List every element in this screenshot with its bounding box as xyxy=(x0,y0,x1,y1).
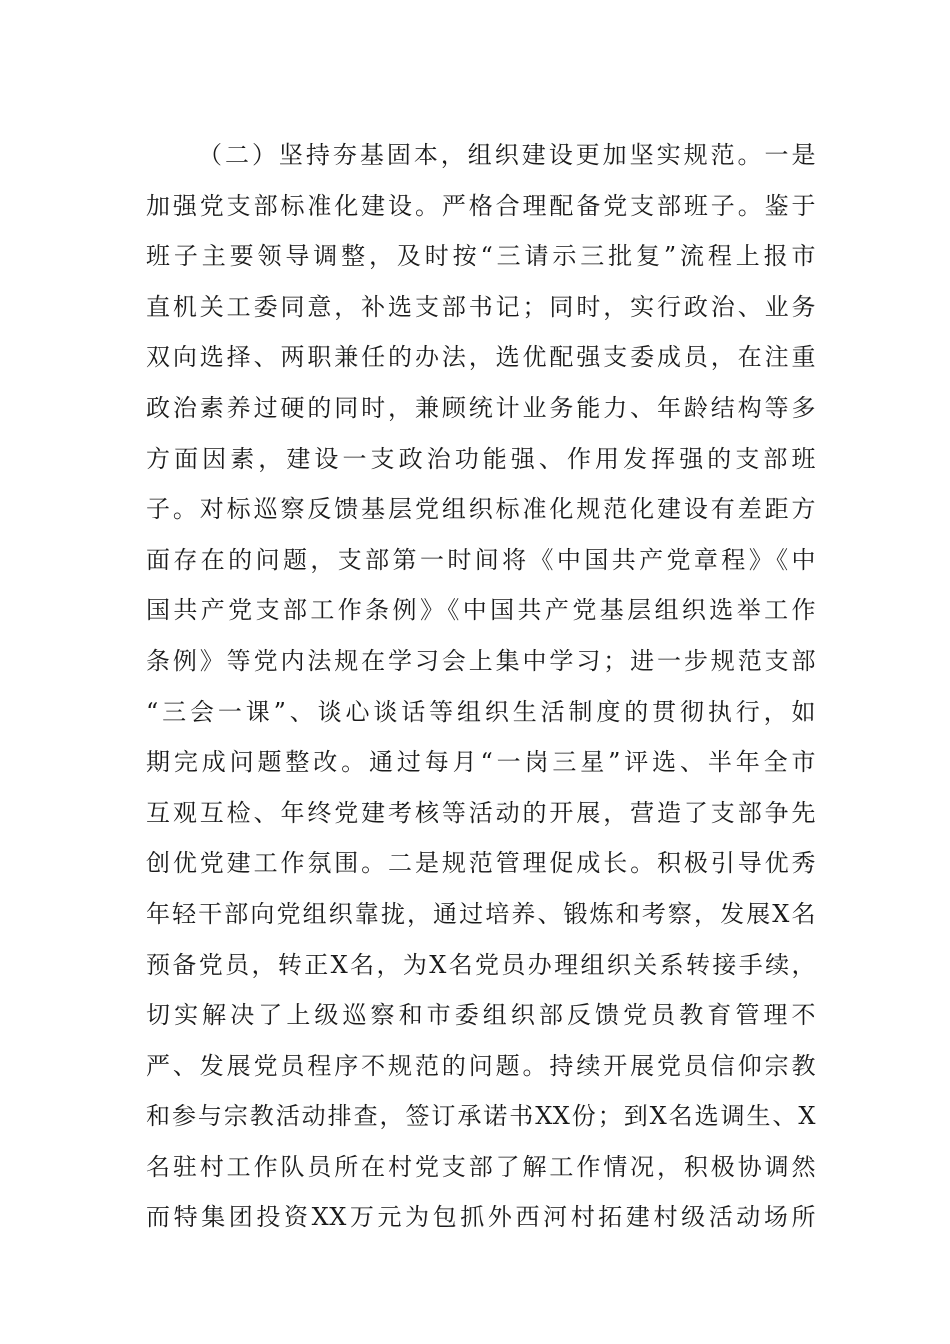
text-line: 双向选择、两职兼任的办法，选优配强支委成员，在注重 xyxy=(146,343,816,372)
text-line: 班子主要领导调整，及时按“三请示三批复”流程上报市 xyxy=(146,242,816,271)
text-line: 加强党支部标准化建设。严格合理配备党支部班子。鉴于 xyxy=(146,191,816,220)
text-line: 直机关工委同意，补选支部书记；同时，实行政治、业务 xyxy=(146,292,816,321)
text-line: 预备党员，转正X名，为X名党员办理组织关系转接手续， xyxy=(146,950,816,979)
text-line: 创优党建工作氛围。二是规范管理促成长。积极引导优秀 xyxy=(146,849,816,878)
text-line: 名驻村工作队员所在村党支部了解工作情况，积极协调然 xyxy=(146,1152,816,1181)
text-line: 面存在的问题，支部第一时间将《中国共产党章程》《中 xyxy=(146,545,816,574)
text-line: 条例》等党内法规在学习会上集中学习；进一步规范支部 xyxy=(146,646,816,675)
text-line: 国共产党支部工作条例》《中国共产党基层组织选举工作 xyxy=(146,596,816,625)
text-line: 方面因素，建设一支政治功能强、作用发挥强的支部班 xyxy=(146,444,816,473)
text-line: “三会一课”、谈心谈话等组织生活制度的贯彻执行，如 xyxy=(146,697,816,726)
text-line: 期完成问题整改。通过每月“一岗三星”评选、半年全市 xyxy=(146,748,816,777)
text-line: 子。对标巡察反馈基层党组织标准化规范化建设有差距方 xyxy=(146,495,816,524)
text-line: 互观互检、年终党建考核等活动的开展，营造了支部争先 xyxy=(146,798,816,827)
text-line: 严、发展党员程序不规范的问题。持续开展党员信仰宗教 xyxy=(146,1051,816,1080)
text-line: 政治素养过硬的同时，兼顾统计业务能力、年龄结构等多 xyxy=(146,393,816,422)
text-line: 年轻干部向党组织靠拢，通过培养、锻炼和考察，发展X名 xyxy=(146,899,816,928)
body-paragraph xyxy=(146,130,816,1243)
text-line: （二）坚持夯基固本，组织建设更加坚实规范。一是 xyxy=(198,141,816,169)
text-line: 切实解决了上级巡察和市委组织部反馈党员教育管理不 xyxy=(146,1001,816,1030)
text-line: 而特集团投资XX万元为包抓外西河村拓建村级活动场所 xyxy=(146,1203,816,1232)
text-line: 和参与宗教活动排查，签订承诺书XX份；到X名选调生、X xyxy=(146,1102,816,1131)
